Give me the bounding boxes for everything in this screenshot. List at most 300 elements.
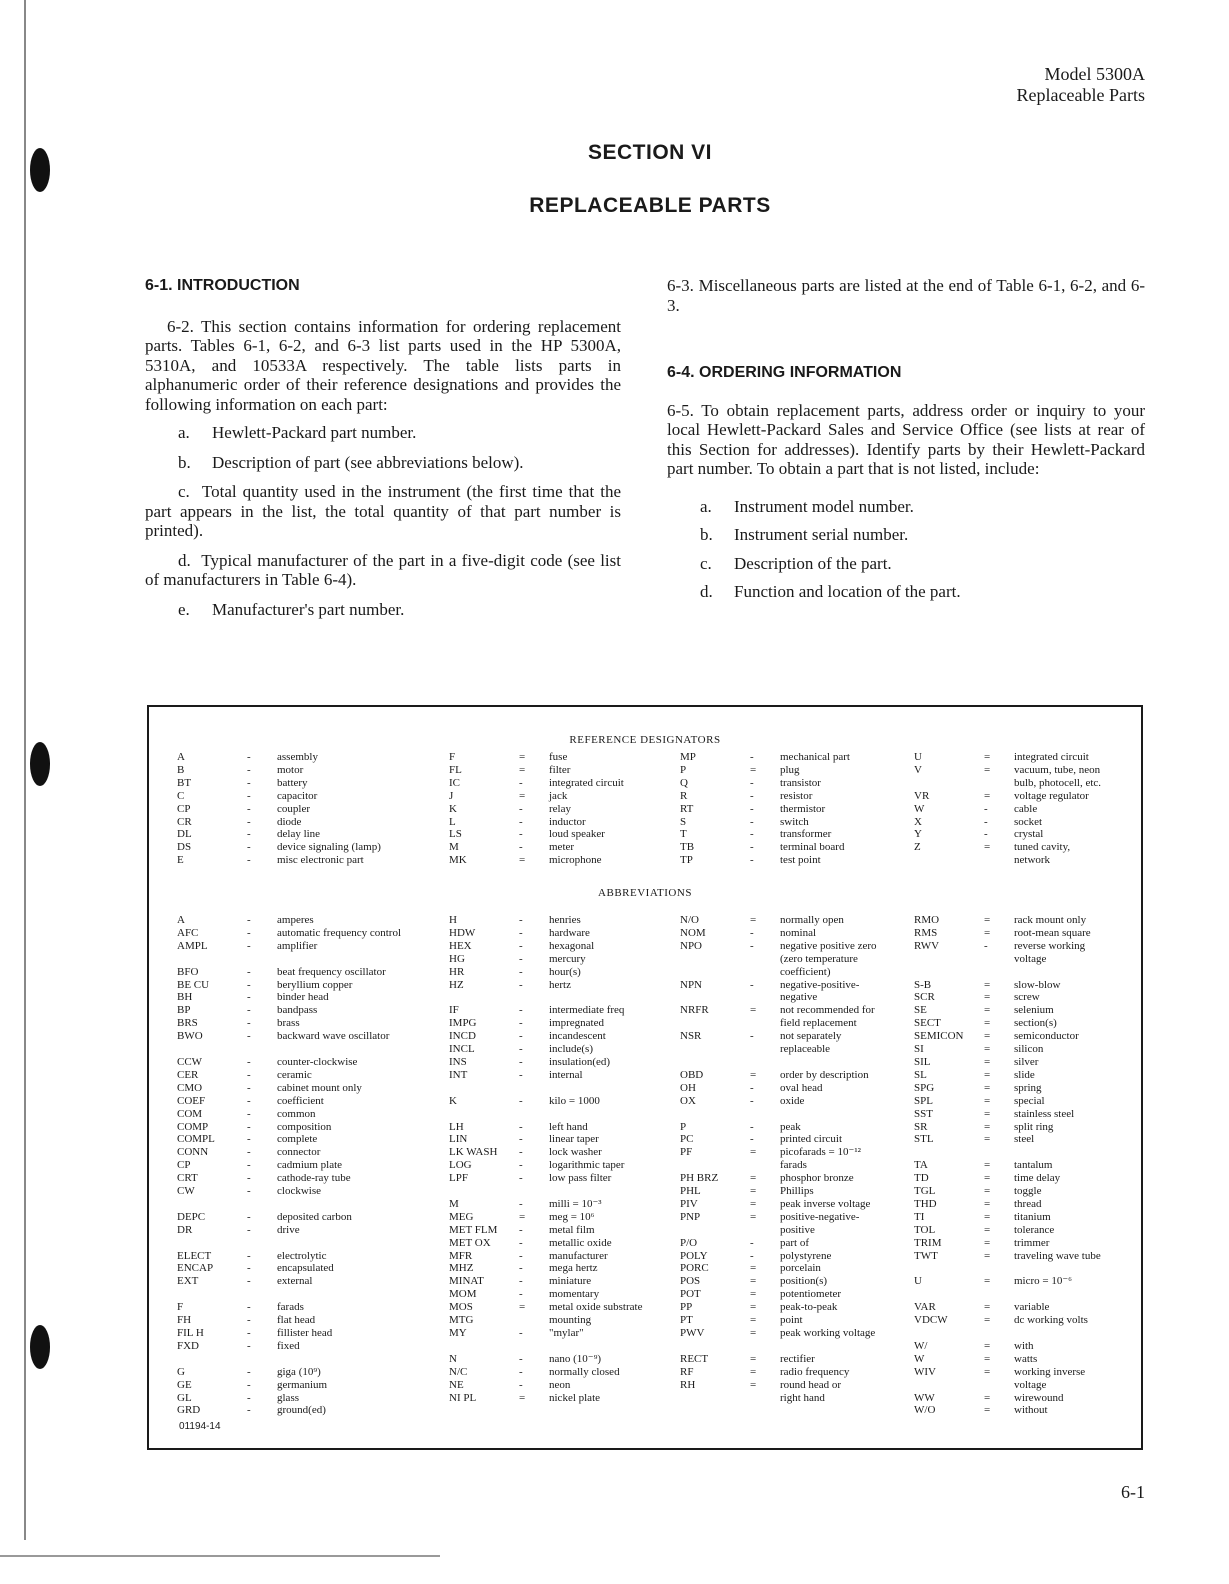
row-desc: section(s) (1014, 1017, 1057, 1030)
row-desc: screw (1014, 991, 1040, 1004)
table-row (177, 1211, 432, 1224)
row-code: PF (680, 1146, 693, 1159)
ordering-heading: 6-4. ORDERING INFORMATION (667, 364, 902, 381)
row-sep: - (519, 1133, 523, 1146)
row-code (449, 1340, 519, 1353)
row-desc: nominal (780, 926, 817, 939)
list-text: Manufacturer's part number. (212, 599, 405, 619)
row-code: FXD (177, 1339, 200, 1352)
row-desc: electrolytic (277, 1249, 327, 1262)
row-sep (750, 1043, 780, 1056)
row-code: BT (177, 776, 192, 789)
row-sep: - (247, 1210, 251, 1223)
row-code (914, 1327, 984, 1340)
row-sep: - (247, 1030, 251, 1043)
row-desc: watts (1014, 1352, 1038, 1365)
row-code: DEPC (177, 1210, 206, 1223)
table-row (914, 751, 1139, 764)
row-code (680, 991, 750, 1004)
row-desc: deposited carbon (277, 1210, 352, 1223)
row-desc: amperes (277, 914, 314, 926)
row-sep: - (247, 939, 251, 952)
row-code (914, 1262, 984, 1275)
row-code: BWO (177, 1030, 203, 1043)
row-sep: - (519, 1146, 523, 1159)
table-row (680, 1185, 910, 1198)
table-row (914, 1237, 1139, 1250)
row-desc: special (1014, 1094, 1045, 1107)
row-desc: manufacturer (549, 1249, 608, 1262)
table-row (449, 751, 659, 764)
row-sep: = (750, 1146, 757, 1159)
row-code: E (177, 854, 184, 867)
row-sep: - (247, 926, 251, 939)
list-item (700, 497, 1145, 517)
row-sep: - (519, 1159, 523, 1172)
table-row (177, 1004, 432, 1017)
row-sep: - (750, 1249, 754, 1262)
row-code: SE (914, 1004, 927, 1017)
row-desc: positive (780, 1223, 815, 1236)
row-code: SST (914, 1107, 933, 1120)
row-code: Z (914, 841, 921, 854)
row-desc: mercury (549, 952, 586, 965)
row-sep: - (247, 991, 251, 1004)
row-desc: assembly (277, 751, 318, 763)
row-sep: - (519, 815, 523, 828)
abbr-column-3 (680, 914, 910, 1404)
row-code: F (449, 751, 456, 763)
row-code: U (914, 751, 922, 763)
row-desc: impregnated (549, 1017, 604, 1030)
row-desc: fuse (549, 751, 568, 763)
row-desc: peak (780, 1120, 801, 1133)
table-row (914, 764, 1139, 777)
row-desc: peak inverse voltage (780, 1197, 871, 1210)
row-sep: - (519, 1172, 523, 1185)
row-code: CP (177, 1159, 191, 1172)
table-row (177, 1340, 432, 1353)
row-code: HEX (449, 939, 472, 952)
row-desc: thermistor (780, 802, 826, 815)
row-code: SCR (914, 991, 935, 1004)
row-sep: = (984, 1223, 991, 1236)
row-sep (247, 1043, 277, 1056)
row-desc: mechanical part (780, 751, 850, 763)
row-sep: - (247, 1378, 251, 1391)
row-sep: - (519, 841, 523, 854)
table-row (914, 1379, 1139, 1392)
row-sep: = (519, 1301, 526, 1314)
table-row (449, 803, 659, 816)
table-row (177, 1353, 432, 1366)
row-desc: loud speaker (549, 828, 605, 841)
row-code: S (680, 815, 687, 828)
row-sep (750, 1224, 780, 1237)
row-desc: include(s) (549, 1043, 593, 1056)
table-row (914, 1211, 1139, 1224)
table-row (449, 1082, 679, 1095)
row-desc: positive-negative- (780, 1210, 860, 1223)
row-code: RWV (914, 939, 940, 952)
table-row (914, 1082, 1139, 1095)
row-code: SIL (914, 1055, 931, 1068)
row-sep: = (984, 926, 991, 939)
table-row (449, 1069, 679, 1082)
abbreviations-table (147, 705, 1143, 1450)
row-sep: = (750, 1210, 757, 1223)
row-desc: automatic frequency control (277, 926, 402, 939)
row-code: WIV (914, 1365, 936, 1378)
row-desc: cabinet mount only (277, 1081, 362, 1094)
row-code: TA (914, 1159, 928, 1172)
row-code: SI (914, 1043, 924, 1056)
table-row (914, 1198, 1139, 1211)
row-desc: farads (277, 1301, 304, 1314)
row-sep: = (984, 1339, 991, 1352)
table-row (914, 1121, 1139, 1134)
table-row (449, 854, 659, 867)
row-code: A (177, 914, 185, 926)
row-sep: - (247, 1081, 251, 1094)
table-row (680, 1017, 910, 1030)
list-text: Description of the part. (734, 553, 892, 573)
row-code: OX (680, 1094, 696, 1107)
scan-edge-line (24, 0, 26, 1540)
table-row (914, 966, 1139, 979)
row-sep: = (984, 978, 991, 991)
row-sep: - (247, 776, 251, 789)
table-row (449, 1327, 679, 1340)
row-desc: rectifier (780, 1352, 815, 1365)
table-row (680, 803, 890, 816)
row-code: COMPL (177, 1133, 215, 1146)
reference-designators-title: REFERENCE DESIGNATORS (569, 734, 721, 746)
row-sep: - (247, 1172, 251, 1185)
table-row (177, 1237, 432, 1250)
row-sep (519, 1340, 549, 1353)
row-code: SL (914, 1068, 927, 1081)
row-code: P/O (680, 1236, 698, 1249)
row-sep: - (519, 1223, 523, 1236)
row-sep: - (519, 1262, 523, 1275)
row-code: TRIM (914, 1236, 942, 1249)
row-code: BP (177, 1004, 191, 1017)
row-desc: cadmium plate (277, 1159, 343, 1172)
row-sep (247, 1198, 277, 1211)
row-desc: peak-to-peak (780, 1301, 838, 1314)
row-code: L (449, 815, 456, 828)
row-sep: = (750, 1004, 757, 1017)
section-number: SECTION VI (587, 141, 713, 164)
row-desc: traveling wave tube (1014, 1249, 1101, 1262)
table-row (914, 816, 1139, 829)
row-sep: = (984, 1043, 991, 1056)
header-subject: Replaceable Parts (1016, 85, 1145, 105)
row-code: PT (680, 1314, 693, 1327)
table-row (449, 1211, 679, 1224)
row-code: PNP (680, 1210, 701, 1223)
table-row (177, 1121, 432, 1134)
row-code (680, 1159, 750, 1172)
row-code (914, 1288, 984, 1301)
row-desc: position(s) (780, 1275, 828, 1288)
row-desc: amplifier (277, 939, 318, 952)
row-desc: composition (277, 1120, 332, 1133)
row-code: LK WASH (449, 1146, 498, 1159)
ref-column-2 (449, 751, 659, 867)
table-row (680, 790, 890, 803)
table-row (680, 1082, 910, 1095)
list-marker: a. (700, 496, 712, 516)
row-sep: = (984, 1017, 991, 1030)
row-code: ELECT (177, 1249, 212, 1262)
row-desc: device signaling (lamp) (277, 841, 381, 854)
table-row (914, 1288, 1139, 1301)
list-marker: c. (700, 553, 712, 573)
table-row (177, 1185, 432, 1198)
row-code: NI PL (449, 1391, 477, 1404)
list-marker: a. (178, 423, 190, 442)
row-sep: - (750, 815, 754, 828)
intro-paragraph: 6-2. This section contains information for ordering replacement parts. Tables 6-1, 6-2, and 6-3 list parts used in the HP 5300A, 5310A, and 10533A respectively. The table lists parts in alphanumeric order of their reference designations and provides the following information on each part: (145, 316, 621, 414)
row-code: CRT (177, 1172, 198, 1185)
row-desc: steel (1014, 1133, 1035, 1146)
row-sep (984, 1146, 1014, 1159)
row-sep: = (750, 1378, 757, 1391)
table-row (449, 940, 679, 953)
row-desc: coupler (277, 802, 310, 815)
row-code (680, 1224, 750, 1237)
binder-hole (30, 1325, 50, 1369)
row-desc: radio frequency (780, 1365, 850, 1378)
row-code: PIV (680, 1197, 698, 1210)
row-sep: - (750, 1030, 754, 1043)
table-row (914, 828, 1139, 841)
table-row (680, 828, 890, 841)
row-code: H (449, 914, 457, 926)
table-row (449, 1340, 679, 1353)
row-desc (549, 1108, 679, 1121)
row-desc: misc electronic part (277, 854, 364, 867)
row-desc: external (277, 1275, 313, 1288)
row-sep: = (984, 1081, 991, 1094)
row-code: W/O (914, 1404, 936, 1417)
row-sep: - (247, 841, 251, 854)
ordering-list (667, 497, 1145, 602)
row-sep (247, 1288, 277, 1301)
table-row (914, 1262, 1139, 1275)
row-desc (1014, 1327, 1139, 1340)
row-code: N/O (680, 914, 699, 926)
table-row (177, 1366, 432, 1379)
table-row (177, 1043, 432, 1056)
table-row (680, 1056, 910, 1069)
row-sep: = (750, 1327, 757, 1339)
row-sep: = (750, 1314, 757, 1327)
table-row (680, 1327, 910, 1340)
row-desc: picofarads = 10⁻¹² (780, 1146, 861, 1159)
row-code: N/C (449, 1365, 468, 1378)
table-row (914, 1004, 1139, 1017)
row-sep: = (750, 1185, 757, 1198)
row-code: MOM (449, 1288, 477, 1301)
row-sep: - (750, 1094, 754, 1107)
row-code (680, 966, 750, 979)
table-row (914, 927, 1139, 940)
row-desc: resistor (780, 789, 813, 802)
row-sep: - (247, 1339, 251, 1352)
row-sep: - (247, 1314, 251, 1327)
abbreviations-title: ABBREVIATIONS (598, 887, 692, 899)
table-row (680, 1314, 910, 1327)
row-sep: - (750, 926, 754, 939)
row-code: CR (177, 815, 192, 828)
row-desc: fillister head (277, 1327, 333, 1339)
row-desc: part of (780, 1236, 810, 1249)
row-desc: not recommended for (780, 1004, 875, 1017)
row-code: WW (914, 1391, 935, 1404)
table-row (680, 1146, 910, 1159)
row-desc: transistor (780, 776, 821, 789)
row-desc (549, 1082, 679, 1095)
table-row (680, 841, 890, 854)
table-row (177, 1133, 432, 1146)
row-desc: working inverse (1014, 1365, 1086, 1378)
row-sep: = (984, 789, 991, 802)
table-row (177, 790, 427, 803)
row-code: W (914, 1352, 925, 1365)
row-desc: socket (1014, 815, 1043, 828)
row-code: MET OX (449, 1236, 491, 1249)
table-row (914, 1250, 1139, 1263)
row-desc: flat head (277, 1314, 316, 1327)
table-row (177, 841, 427, 854)
row-code: TI (914, 1210, 925, 1223)
row-desc: order by description (780, 1068, 869, 1081)
table-row (680, 1392, 910, 1405)
table-row (914, 979, 1139, 992)
row-code: PWV (680, 1327, 705, 1339)
table-row (177, 953, 432, 966)
running-header (1017, 64, 1145, 106)
table-row (449, 1108, 679, 1121)
table-row (914, 1030, 1139, 1043)
table-row (914, 803, 1139, 816)
row-code: TWT (914, 1249, 938, 1262)
row-sep (984, 1288, 1014, 1301)
row-sep: = (984, 1172, 991, 1185)
table-row (449, 1056, 679, 1069)
row-sep: - (247, 1107, 251, 1120)
row-desc: switch (780, 815, 809, 828)
table-row (449, 1133, 679, 1146)
row-desc: meg = 10⁶ (549, 1210, 595, 1223)
row-desc: without (1014, 1404, 1048, 1417)
table-row (177, 1108, 432, 1121)
row-sep (984, 1327, 1014, 1340)
table-row (177, 854, 427, 867)
row-sep: - (519, 1288, 523, 1301)
row-desc: negative positive zero (780, 939, 877, 952)
row-code: CMO (177, 1081, 203, 1094)
table-row (914, 1224, 1139, 1237)
row-code: RMO (914, 914, 940, 926)
table-row (680, 1172, 910, 1185)
row-sep: - (750, 789, 754, 802)
table-row (177, 803, 427, 816)
row-code: PH BRZ (680, 1172, 719, 1185)
row-code: MK (449, 854, 467, 867)
row-code: PC (680, 1133, 694, 1146)
row-desc: drive (277, 1223, 300, 1236)
row-sep: - (519, 926, 523, 939)
row-code: BE CU (177, 978, 210, 991)
row-sep: - (247, 1404, 251, 1417)
list-marker: d. (700, 582, 713, 601)
row-sep (750, 991, 780, 1004)
row-desc: microphone (549, 854, 602, 867)
table-row (177, 764, 427, 777)
row-code: RF (680, 1365, 694, 1378)
table-row (177, 1069, 432, 1082)
table-row (680, 1121, 910, 1134)
row-code: MINAT (449, 1275, 484, 1288)
row-desc: (zero temperature (780, 952, 858, 965)
row-code: MTG (449, 1314, 474, 1327)
list-text: Function and location of the part. (734, 582, 961, 601)
table-row (914, 991, 1139, 1004)
abbr-column-1 (177, 914, 432, 1417)
row-sep: - (247, 751, 251, 763)
row-sep: - (519, 1055, 523, 1068)
row-sep: - (750, 751, 754, 763)
row-desc: replaceable (780, 1043, 831, 1056)
row-desc: integrated circuit (549, 776, 624, 789)
row-desc (277, 1288, 432, 1301)
table-row (914, 1366, 1139, 1379)
table-row (914, 1340, 1139, 1353)
row-code: SR (914, 1120, 928, 1133)
row-desc: linear taper (549, 1133, 599, 1146)
row-sep: - (519, 1004, 523, 1017)
row-sep: - (519, 828, 523, 841)
row-desc: tantalum (1014, 1159, 1053, 1172)
row-desc: connector (277, 1146, 321, 1159)
table-row (177, 828, 427, 841)
row-code: B (177, 763, 185, 776)
row-sep: = (984, 1352, 991, 1365)
row-desc: voltage regulator (1014, 789, 1089, 802)
table-row (177, 991, 432, 1004)
row-code: LPF (449, 1172, 468, 1185)
table-row (914, 1314, 1139, 1327)
ref-column-1 (177, 751, 427, 867)
row-desc: cable (1014, 802, 1038, 815)
row-code: DS (177, 841, 192, 854)
row-desc: hexagonal (549, 939, 595, 952)
table-row (914, 1159, 1139, 1172)
row-desc: terminal board (780, 841, 845, 854)
row-code: MOS (449, 1301, 473, 1314)
row-desc: variable (1014, 1301, 1050, 1314)
table-row (449, 1275, 679, 1288)
row-sep: = (750, 1288, 757, 1301)
row-code: NPO (680, 939, 703, 952)
row-sep: - (519, 1236, 523, 1249)
list-marker: b. (178, 452, 191, 472)
part-info-list (145, 423, 621, 619)
